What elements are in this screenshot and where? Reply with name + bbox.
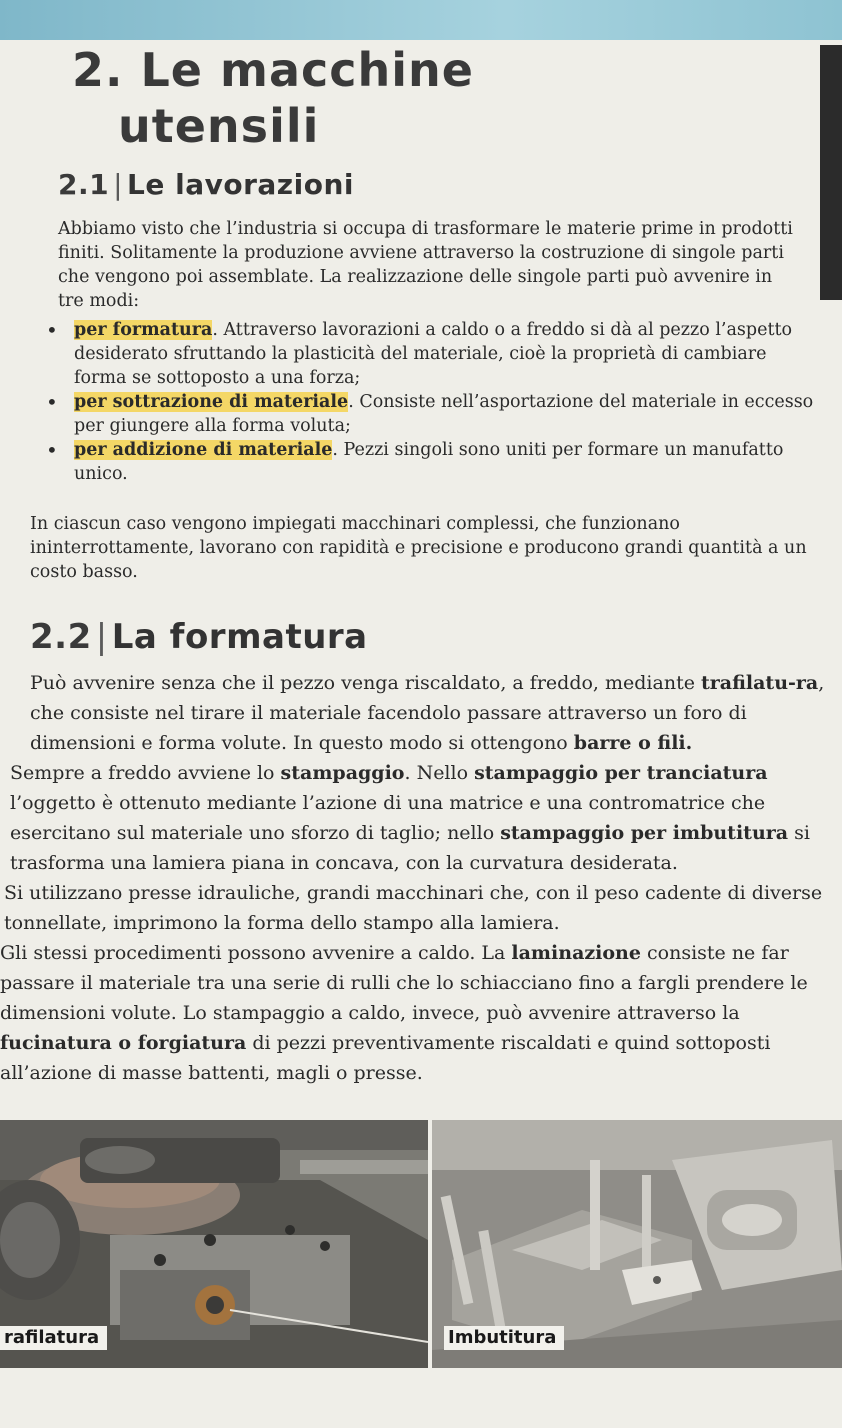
list-item xyxy=(40,438,816,486)
text-run: Sempre a freddo avviene lo xyxy=(10,762,281,784)
text-run: consiste ne far passare il materiale tra una serie di rulli che lo schiacciano fino a fargli prendere le dimensioni volute. Lo stampaggio a caldo, invece, può avvenire attraverso la xyxy=(0,942,808,1024)
section-heading-formatura xyxy=(30,617,368,657)
highlighted-term: per addizione di materiale xyxy=(74,440,333,460)
list-item xyxy=(40,390,816,438)
bold-term: ra xyxy=(795,672,819,694)
bold-term: stampaggio xyxy=(280,762,405,784)
text-run: Gli stessi procedimenti possono avvenire a caldo. La xyxy=(0,942,512,964)
section-title: La formatura xyxy=(111,617,368,657)
top-color-band xyxy=(0,0,842,40)
text-run: Può avvenire senza che il pezzo venga riscaldato, a freddo, mediante xyxy=(30,672,701,694)
bold-term: laminazione xyxy=(511,942,641,964)
photo-caption: Imbutitura xyxy=(444,1326,564,1350)
section-separator: | xyxy=(95,617,108,657)
text-run: . Nello xyxy=(404,762,475,784)
chapter-title-line2: utensili xyxy=(118,99,320,153)
text-run: di pezzi preventivamente riscaldati e quind sottoposti all’azione di masse battenti, magli o presse. xyxy=(0,1032,771,1084)
section-title: Le lavorazioni xyxy=(127,168,354,201)
photo-imbutitura xyxy=(432,1120,842,1368)
intro-paragraph: Abbiamo visto che l’industria si occupa di trasformare le materie prime in prodotti finiti. Solitamente la produzione avviene attraverso la costruzione di singole parti che vengono poi assemblate. La realizzazione delle singole parti può avvenire in tre modi: xyxy=(58,219,793,311)
closing-paragraph: In ciascun caso vengono impiegati macchinari complessi, che funzionano ininterrottamente, lavorano con rapidità e precisione e producono grandi quantità a un costo basso. xyxy=(30,514,807,582)
text-run: l’oggetto è ottenuto mediante l’azione di una matrice e una contromatrice che esercitano sul materiale uno sforzo di taglio; nello xyxy=(10,792,766,844)
list-item xyxy=(40,318,816,390)
list-item-text: . Consiste nell’asportazione del materiale in eccesso per giungere alla forma voluta; xyxy=(74,392,814,436)
paragraph-trafilatura xyxy=(30,668,830,758)
paragraph-stampaggio xyxy=(10,758,842,878)
bold-term: trafilatu- xyxy=(700,672,796,694)
highlighted-term: per formatura xyxy=(74,320,213,340)
text-run: , che consiste nel tirare il materiale facendolo passare attraverso un foro di dimensioni e forma volute. In questo modo si ottengono xyxy=(30,672,825,754)
section-number: 2.2 xyxy=(30,617,92,657)
section-heading-lavorazioni xyxy=(58,168,354,201)
method-list xyxy=(40,318,816,486)
bold-term: barre o fili. xyxy=(573,732,693,754)
photo-trafilatura xyxy=(0,1120,428,1368)
list-item-text: . Attraverso lavorazioni a caldo o a freddo si dà al pezzo l’aspetto desiderato sfruttando la plasticità del materiale, cioè la proprietà di cambiare forma se sottoposto a una forza; xyxy=(74,320,793,388)
chapter-title xyxy=(72,42,474,154)
page-edge-strip xyxy=(820,45,842,300)
bold-term: stampaggio per imbutitura xyxy=(500,822,789,844)
paragraph-presse: Si utilizzano presse idrauliche, grandi macchinari che, con il peso cadente di diverse tonnellate, imprimono la forma dello stampo alla lamiera. xyxy=(4,882,823,934)
paragraph-caldo xyxy=(0,938,842,1088)
section-number: 2.1 xyxy=(58,168,110,201)
bold-term: fucinatura o forgiatura xyxy=(0,1032,247,1054)
section-separator: | xyxy=(113,168,124,201)
text-run: si trasforma una lamiera piana in concava, con la curvatura desiderata. xyxy=(10,822,810,874)
chapter-title-line1: 2. Le macchine xyxy=(72,43,474,97)
photo-caption: rafilatura xyxy=(0,1326,107,1350)
bold-term: stampaggio per tranciatura xyxy=(474,762,768,784)
highlighted-term: per sottrazione di materiale xyxy=(74,392,349,412)
list-item-text: . Pezzi singoli sono uniti per formare un manufatto unico. xyxy=(74,440,784,484)
